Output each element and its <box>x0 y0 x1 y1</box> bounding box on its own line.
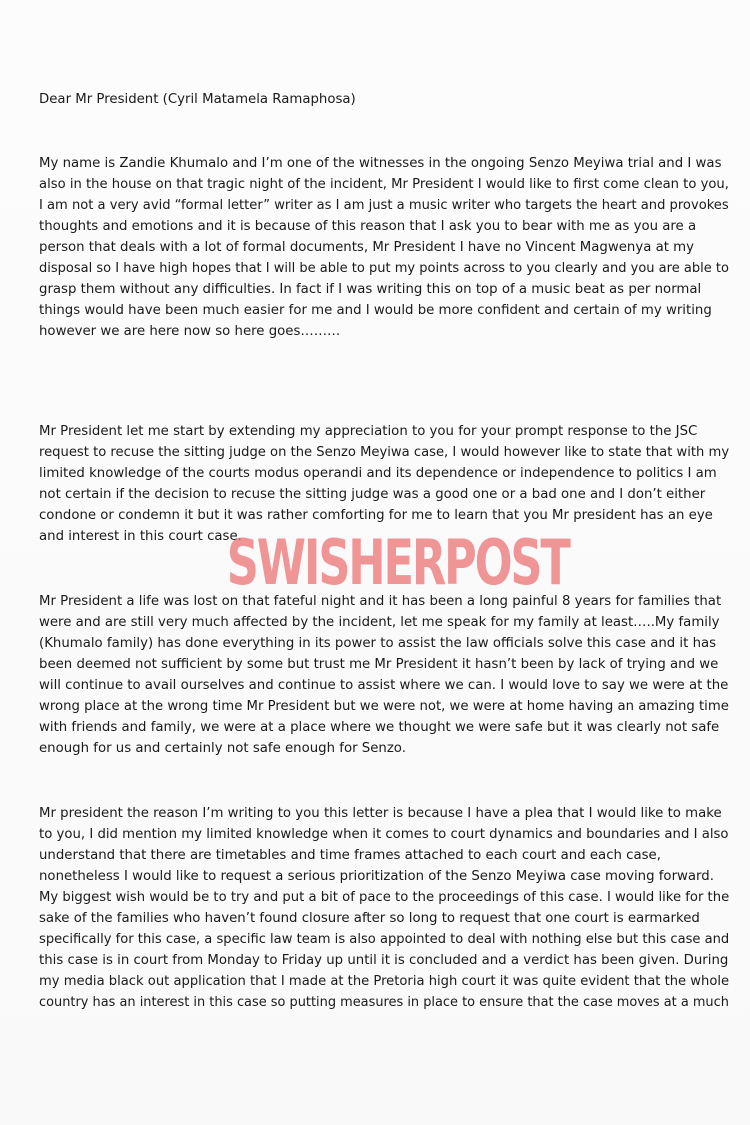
text-line: this case is in court from Monday to Friday up until it is concluded and a verdict has been given. During <box>39 953 729 968</box>
text-line: been deemed not sufficient by some but trust me Mr President it hasn’t been by lack of trying and we <box>39 657 719 672</box>
text-line: however we are here now so here goes……… <box>39 324 341 339</box>
text-line: were and are still very much affected by the incident, let me speak for my family at least…..My family <box>39 615 720 630</box>
text-line: My biggest wish would be to try and put a bit of pace to the proceedings of this case. I would like for the <box>39 890 730 905</box>
text-line: Mr president the reason I’m writing to you this letter is because I have a plea that I would like to make <box>39 806 722 821</box>
text-line: nonetheless I would like to request a serious prioritization of the Senzo Meyiwa case moving forward. <box>39 869 714 884</box>
text-line: Mr President let me start by extending my appreciation to you for your prompt response to the JSC <box>39 424 698 439</box>
text-line: not certain if the decision to recuse the sitting judge was a good one or a bad one and I don’t either <box>39 487 706 502</box>
text-line: to you, I did mention my limited knowledge when it comes to court dynamics and boundaries and I also <box>39 827 729 842</box>
text-line: Mr President a life was lost on that fateful night and it has been a long painful 8 years for families that <box>39 594 722 609</box>
text-line: country has an interest in this case so putting measures in place to ensure that the case moves at a much <box>39 995 729 1010</box>
letter-paragraph-1 <box>39 153 729 342</box>
letter-paragraph-4 <box>39 803 729 1013</box>
text-line: request to recuse the sitting judge on the Senzo Meyiwa case, I would however like to state that with my <box>39 445 730 460</box>
watermark: SWISHERPOST <box>226 526 569 599</box>
text-line: also in the house on that tragic night of the incident, Mr President I would like to first come clean to you, <box>39 177 729 192</box>
text-line: limited knowledge of the courts modus operandi and its dependence or independence to politics I am <box>39 466 717 481</box>
text-line: understand that there are timetables and time frames attached to each court and each case, <box>39 848 661 863</box>
text-line: person that deals with a lot of formal documents, Mr President I have no Vincent Magwenya at my <box>39 240 695 255</box>
text-line: I am not a very avid “formal letter” writer as I am just a music writer who targets the heart and provokes <box>39 198 729 213</box>
text-line: My name is Zandie Khumalo and I’m one of the witnesses in the ongoing Senzo Meyiwa trial and I was <box>39 156 722 171</box>
letter-salutation: Dear Mr President (Cyril Matamela Ramaphosa) <box>39 92 356 107</box>
text-line: condone or condemn it but it was rather comforting for me to learn that you Mr president has an eye <box>39 508 713 523</box>
letter-paragraph-2 <box>39 421 729 547</box>
text-line: grasp them without any difficulties. In fact if I was writing this on top of a music beat as per normal <box>39 282 702 297</box>
text-line: thoughts and emotions and it is because of this reason that I ask you to bear with me as you are a <box>39 219 697 234</box>
text-line: things would have been much easier for me and I would be more confident and certain of my writing <box>39 303 712 318</box>
text-line: my media black out application that I made at the Pretoria high court it was quite evident that the whole <box>39 974 730 989</box>
text-line: will continue to avail ourselves and continue to assist where we can. I would love to say we were at the <box>39 678 729 693</box>
text-line: disposal so I have high hopes that I will be able to put my points across to you clearly and you are able to <box>39 261 729 276</box>
text-line: and interest in this court case. <box>39 529 242 544</box>
text-line: with friends and family, we were at a place where we thought we were safe but it was clearly not safe <box>39 720 720 735</box>
text-line: (Khumalo family) has done everything in its power to assist the law officials solve this case and it has <box>39 636 717 651</box>
text-line: specifically for this case, a specific law team is also appointed to deal with nothing else but this case and <box>39 932 730 947</box>
letter-paragraph-3 <box>39 591 729 759</box>
text-line: enough for us and certainly not safe enough for Senzo. <box>39 741 406 756</box>
text-line: wrong place at the wrong time Mr President but we were not, we were at home having an amazing time <box>39 699 729 714</box>
text-line: sake of the families who haven’t found closure after so long to request that one court is earmarked <box>39 911 700 926</box>
